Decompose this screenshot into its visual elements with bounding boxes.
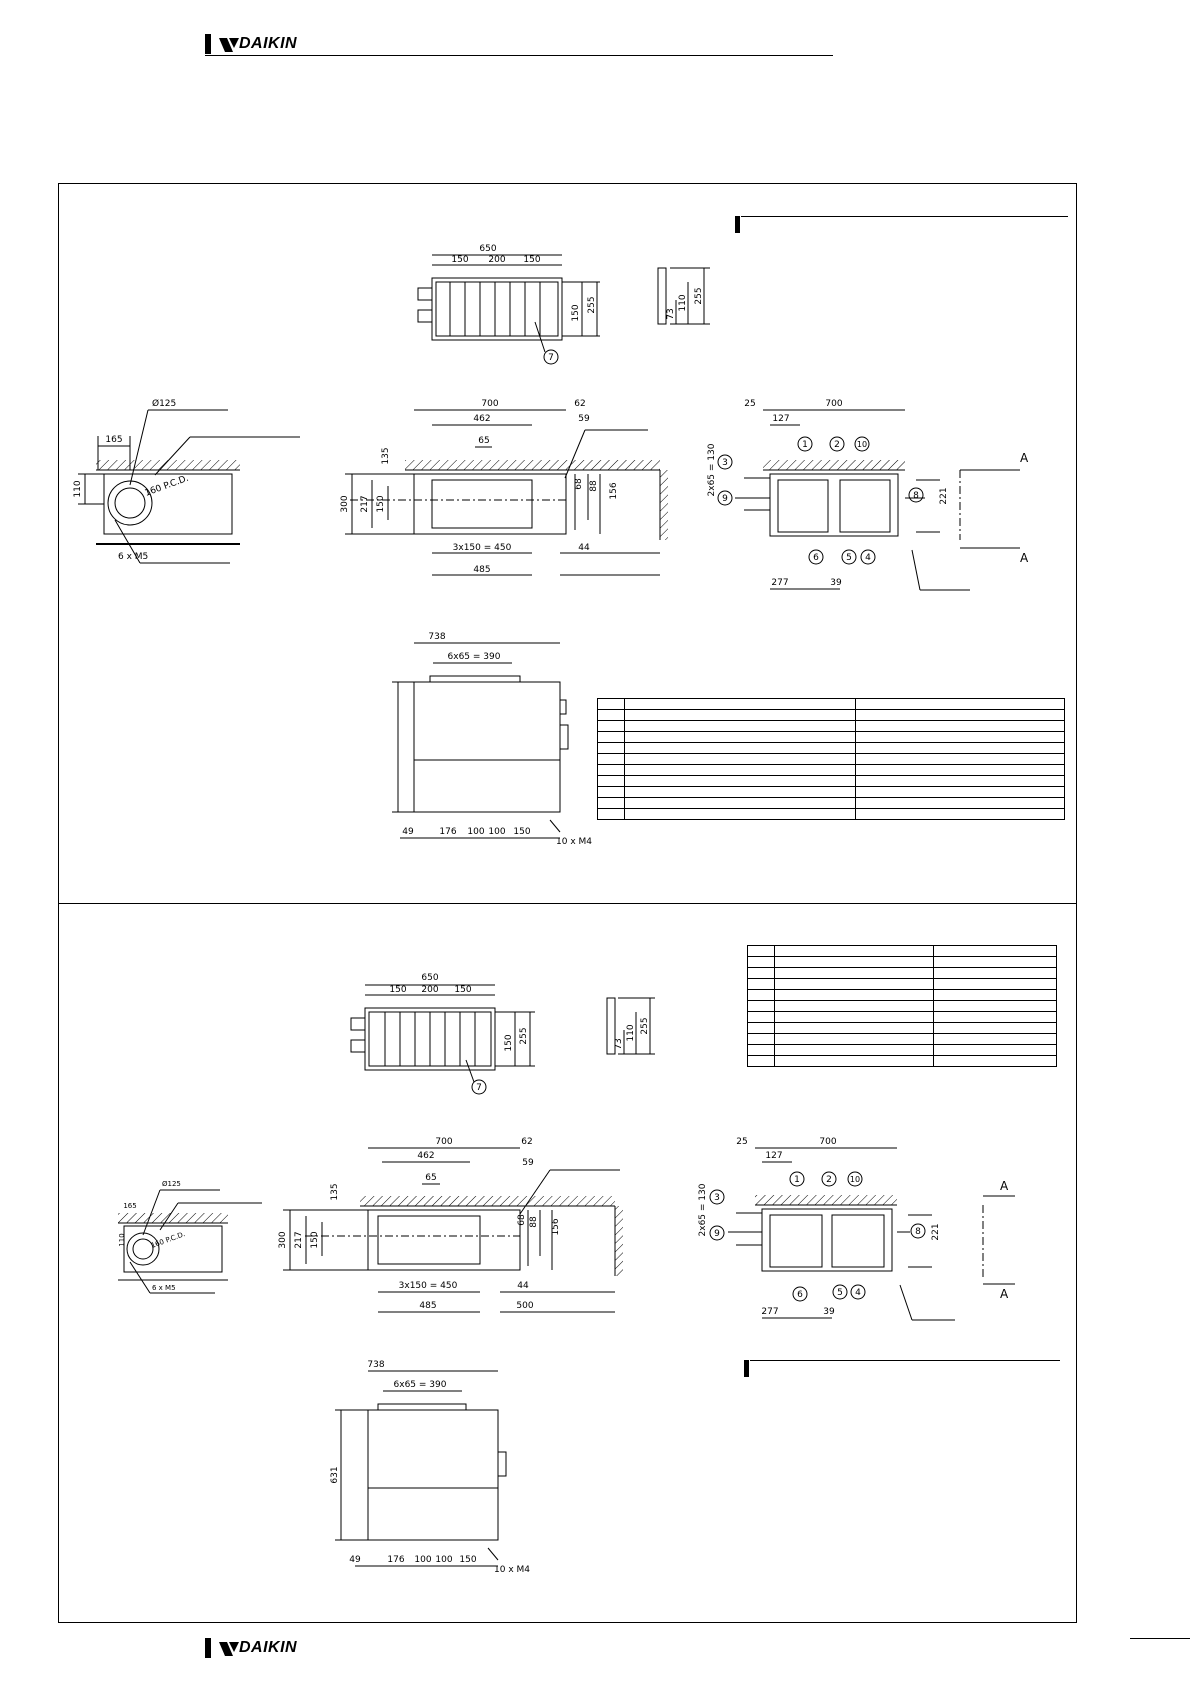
u2-end-section-a1: A (1000, 1179, 1009, 1193)
u2-balloon-7: 7 (476, 1083, 482, 1093)
u1-end-277: 277 (771, 578, 789, 588)
u2-top-dim-200: 200 (421, 985, 439, 995)
u1-front-65: 65 (478, 436, 490, 446)
u1-top-dim-255b: 255 (694, 287, 704, 305)
unit1-end-view (718, 410, 1020, 590)
u1-end-2x65: 2x65 = 130 (707, 443, 717, 497)
u2-side-110: 110 (118, 1233, 126, 1247)
u2-front-59: 59 (522, 1158, 534, 1168)
u1-end-section-a1: A (1020, 451, 1029, 465)
u2-top-dim-150a: 150 (389, 985, 407, 995)
u2-top-dim-650: 650 (421, 973, 439, 983)
u1-balloon-3: 3 (722, 458, 728, 468)
u1-top-dim-650: 650 (479, 244, 497, 254)
u2-front-485: 485 (419, 1301, 437, 1311)
u1-front-135: 135 (381, 447, 391, 465)
u1-front-62: 62 (574, 399, 586, 409)
u1-end-39: 39 (830, 578, 842, 588)
u2-balloon-4: 4 (855, 1288, 861, 1298)
unit1-bottom-view (392, 643, 568, 838)
u1-balloon-5: 5 (846, 553, 852, 563)
u2-bottom-150: 150 (459, 1555, 477, 1565)
u2-front-150: 150 (310, 1231, 320, 1249)
u2-balloon-6: 6 (797, 1290, 803, 1300)
footer-brand-bar (205, 1638, 211, 1658)
u2-side-dia: Ø125 (162, 1180, 181, 1188)
u1-top-dim-110: 110 (678, 294, 688, 312)
u2-balloon-5: 5 (837, 1288, 843, 1298)
u1-front-485: 485 (473, 565, 491, 575)
u1-side-dia: Ø125 (152, 399, 177, 409)
u1-bottom-bolts: 10 x M4 (556, 837, 592, 847)
u2-front-88: 88 (529, 1216, 539, 1228)
unit2-side-view (118, 1190, 262, 1293)
u2-top-dim-150c: 150 (504, 1034, 514, 1052)
u2-front-462: 462 (417, 1151, 435, 1161)
u2-front-65: 65 (425, 1173, 437, 1183)
u1-front-700: 700 (481, 399, 499, 409)
u1-side-165: 165 (105, 435, 123, 445)
u1-front-217: 217 (360, 495, 370, 513)
u2-front-217: 217 (294, 1231, 304, 1249)
u2-end-277: 277 (761, 1307, 779, 1317)
u1-balloon-1: 1 (802, 440, 808, 450)
u2-end-2x65: 2x65 = 130 (698, 1183, 708, 1237)
u1-bottom-150: 150 (513, 827, 531, 837)
u2-top-dim-73: 73 (614, 1038, 624, 1050)
u1-balloon-10: 10 (856, 440, 868, 449)
u2-front-44: 44 (517, 1281, 529, 1291)
page-footer (205, 1636, 833, 1660)
page-corner-rule (1130, 1638, 1190, 1639)
u1-top-dim-150a: 150 (451, 255, 469, 265)
u2-bottom-6x65: 6x65 = 390 (393, 1380, 447, 1390)
u2-side-pcd: 160 P.C.D. (149, 1230, 187, 1250)
u2-end-section-a2: A (1000, 1287, 1009, 1301)
u2-end-221: 221 (931, 1223, 941, 1241)
u2-bottom-bolts: 10 x M4 (494, 1565, 530, 1575)
u1-side-110: 110 (73, 480, 83, 498)
footer-brand-name: DAIKIN (239, 1639, 298, 1656)
unit2-top-view (351, 985, 655, 1094)
u1-top-dim-73: 73 (666, 308, 676, 320)
u2-balloon-2: 2 (826, 1175, 832, 1185)
u2-bottom-49: 49 (349, 1555, 361, 1565)
u1-bottom-100a: 100 (467, 827, 485, 837)
u2-top-dim-255b: 255 (640, 1017, 650, 1035)
u1-front-3x150: 3x150 = 450 (452, 543, 512, 553)
u2-top-dim-110: 110 (626, 1024, 636, 1042)
u1-balloon-7: 7 (548, 353, 554, 363)
u2-balloon-3: 3 (714, 1193, 720, 1203)
u1-front-300: 300 (340, 495, 350, 513)
u1-balloon-2: 2 (834, 440, 840, 450)
u1-balloon-6: 6 (813, 553, 819, 563)
u1-end-section-a2: A (1020, 551, 1029, 565)
u1-end-221: 221 (939, 487, 949, 505)
unit2-bottom-view (335, 1371, 506, 1566)
u1-bottom-6x65: 6x65 = 390 (447, 652, 501, 662)
u1-top-dim-150c: 150 (571, 304, 581, 322)
u2-front-3x150: 3x150 = 450 (398, 1281, 458, 1291)
u2-balloon-8: 8 (915, 1227, 921, 1237)
u1-front-44: 44 (578, 543, 590, 553)
u2-front-500: 500 (516, 1301, 534, 1311)
u2-front-300: 300 (278, 1231, 288, 1249)
u2-bottom-176: 176 (387, 1555, 405, 1565)
u1-top-dim-150b: 150 (523, 255, 541, 265)
u2-balloon-9: 9 (714, 1229, 720, 1239)
u2-balloon-10: 10 (849, 1175, 861, 1184)
u1-end-127: 127 (772, 414, 790, 424)
u1-top-dim-255: 255 (587, 296, 597, 314)
u2-balloon-1: 1 (794, 1175, 800, 1185)
u1-end-700: 700 (825, 399, 843, 409)
u1-balloon-9: 9 (722, 494, 728, 504)
u1-bottom-738: 738 (428, 632, 446, 642)
u1-side-pcd: 160 P.C.D. (143, 473, 191, 499)
u1-front-88: 88 (589, 480, 599, 492)
u1-side-bolts: 6 x M5 (118, 552, 149, 562)
u1-front-68: 68 (574, 478, 584, 490)
u2-bottom-738: 738 (367, 1360, 385, 1370)
u2-top-dim-150b: 150 (454, 985, 472, 995)
u1-top-dim-200: 200 (488, 255, 506, 265)
u1-front-59: 59 (578, 414, 590, 424)
u2-top-dim-255: 255 (519, 1027, 529, 1045)
u2-bottom-100b: 100 (435, 1555, 453, 1565)
u1-balloon-8: 8 (913, 491, 919, 501)
u1-front-462: 462 (473, 414, 491, 424)
u1-bottom-100b: 100 (488, 827, 506, 837)
u2-front-135: 135 (330, 1183, 340, 1201)
u2-side-165: 165 (123, 1202, 137, 1210)
u2-end-700: 700 (819, 1137, 837, 1147)
u1-end-25: 25 (744, 399, 756, 409)
u1-bottom-49: 49 (402, 827, 414, 837)
u2-end-39: 39 (823, 1307, 835, 1317)
u2-front-156: 156 (551, 1218, 561, 1236)
u2-bottom-100a: 100 (414, 1555, 432, 1565)
u2-front-68: 68 (517, 1214, 527, 1226)
u2-front-700: 700 (435, 1137, 453, 1147)
unit1-side-view (78, 410, 300, 563)
header-brand-name: DAIKIN (239, 35, 298, 52)
u2-front-62: 62 (521, 1137, 533, 1147)
unit2-end-view (710, 1148, 1015, 1320)
u1-bottom-176: 176 (439, 827, 457, 837)
u2-bottom-631: 631 (330, 1466, 340, 1484)
u1-front-156: 156 (609, 482, 619, 500)
u2-end-25: 25 (736, 1137, 748, 1147)
daikin-logo-icon (219, 1642, 239, 1656)
u2-end-127: 127 (765, 1151, 783, 1161)
u1-front-150: 150 (376, 495, 386, 513)
u2-side-bolts: 6 x M5 (152, 1284, 176, 1292)
u1-balloon-4: 4 (865, 553, 871, 563)
